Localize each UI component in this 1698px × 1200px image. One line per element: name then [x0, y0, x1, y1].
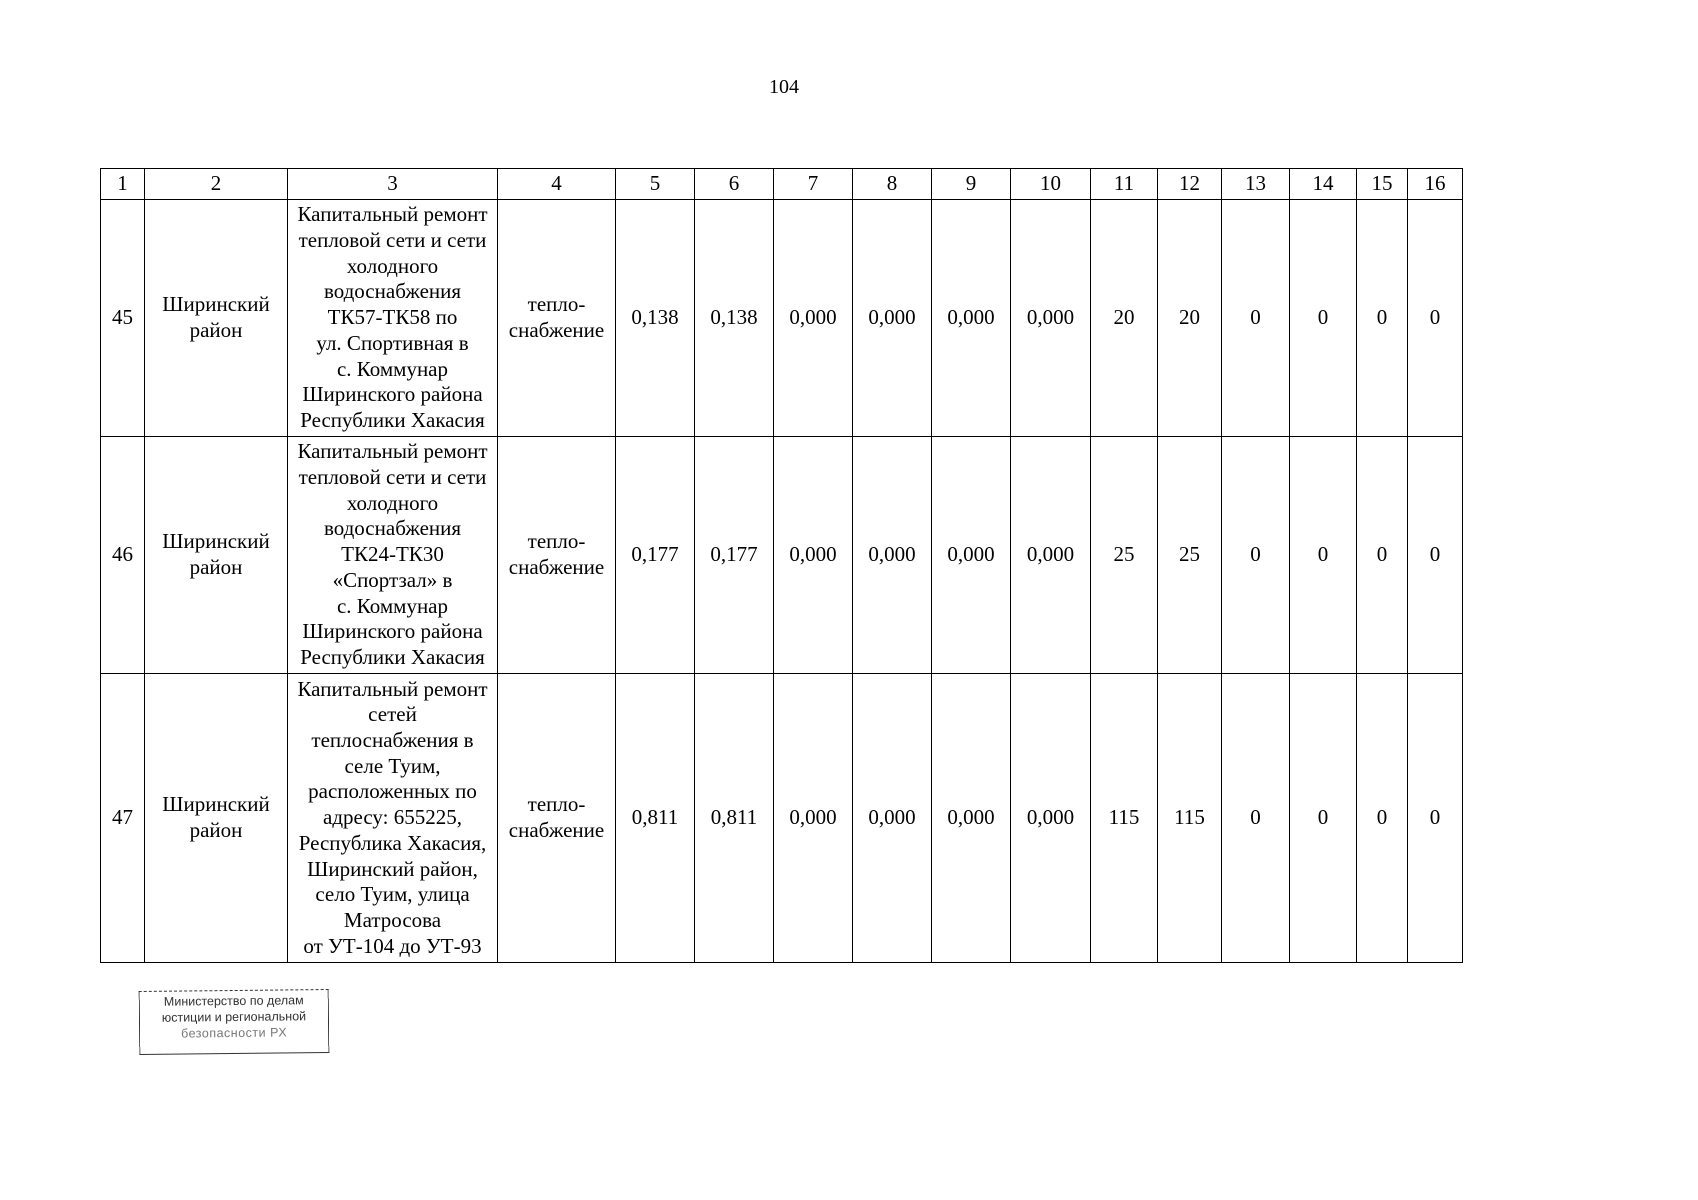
- value-cell: 0,000: [774, 674, 853, 963]
- description-text: Капитальный ремонт сетей теплоснабжения в селе Туим, расположенных по адресу: 655225, Республика Хакасия, Ширинский район, село Туим, улица Матросова от УТ-104 до УТ-93: [297, 676, 488, 958]
- column-header: 1: [101, 169, 145, 200]
- value-cell: 0: [1408, 200, 1463, 437]
- value-cell: 115: [1091, 674, 1158, 963]
- category-text: тепло- снабжение: [508, 529, 605, 579]
- value-cell: 0,000: [932, 437, 1011, 674]
- value-cell: 0,138: [616, 200, 695, 437]
- column-header: 3: [288, 169, 498, 200]
- value-cell: 25: [1158, 437, 1222, 674]
- value-cell: 0,000: [853, 674, 932, 963]
- description-text: Капитальный ремонт тепловой сети и сети холодного водоснабжения ТК57-ТК58 по ул. Спортивная в с. Коммунар Ширинского района Республики Хакасия: [297, 202, 488, 432]
- district-cell: [145, 437, 288, 674]
- value-cell: 0,811: [695, 674, 774, 963]
- value-cell: 0,138: [695, 200, 774, 437]
- column-header: 12: [1158, 169, 1222, 200]
- category-cell: [498, 674, 616, 963]
- page-number: 104: [769, 76, 799, 98]
- value-cell: 0,000: [932, 674, 1011, 963]
- column-header: 2: [145, 169, 288, 200]
- table-row: [101, 674, 1463, 963]
- category-cell: [498, 437, 616, 674]
- category-text: тепло- снабжение: [508, 292, 605, 342]
- column-header: 4: [498, 169, 616, 200]
- category-cell: [498, 200, 616, 437]
- column-header: 16: [1408, 169, 1463, 200]
- description-cell: [288, 200, 498, 437]
- description-cell: [288, 437, 498, 674]
- value-cell: 0,177: [695, 437, 774, 674]
- value-cell: 0,811: [616, 674, 695, 963]
- value-cell: 25: [1091, 437, 1158, 674]
- column-header: 11: [1091, 169, 1158, 200]
- row-number-cell: 46: [101, 437, 145, 674]
- district-text: Ширинский район: [162, 792, 270, 842]
- value-cell: 20: [1158, 200, 1222, 437]
- column-header: 9: [932, 169, 1011, 200]
- column-header: 13: [1222, 169, 1290, 200]
- column-header: 6: [695, 169, 774, 200]
- value-cell: 0: [1408, 437, 1463, 674]
- value-cell: 0: [1222, 674, 1290, 963]
- value-cell: 0: [1357, 437, 1408, 674]
- value-cell: 0: [1290, 437, 1357, 674]
- value-cell: 0,177: [616, 437, 695, 674]
- category-text: тепло- снабжение: [508, 792, 605, 842]
- row-number-cell: 45: [101, 200, 145, 437]
- column-header: 14: [1290, 169, 1357, 200]
- value-cell: 0: [1222, 437, 1290, 674]
- value-cell: 0: [1290, 200, 1357, 437]
- value-cell: 0: [1290, 674, 1357, 963]
- column-header: 15: [1357, 169, 1408, 200]
- value-cell: 20: [1091, 200, 1158, 437]
- ministry-stamp: [139, 989, 330, 1055]
- table-header-row: [101, 169, 1463, 200]
- district-cell: [145, 200, 288, 437]
- column-header: 7: [774, 169, 853, 200]
- value-cell: 0: [1357, 674, 1408, 963]
- table-row: [101, 437, 1463, 674]
- value-cell: 0: [1357, 200, 1408, 437]
- district-text: Ширинский район: [162, 292, 270, 342]
- value-cell: 0: [1408, 674, 1463, 963]
- district-text: Ширинский район: [162, 529, 270, 579]
- value-cell: 0: [1222, 200, 1290, 437]
- description-text: Капитальный ремонт тепловой сети и сети холодного водоснабжения ТК24-ТК30 «Спортзал» в с. Коммунар Ширинского района Республики Хакасия: [297, 439, 488, 669]
- value-cell: 0,000: [853, 437, 932, 674]
- value-cell: 0,000: [1011, 674, 1091, 963]
- district-cell: [145, 674, 288, 963]
- value-cell: 0,000: [932, 200, 1011, 437]
- row-number-cell: 47: [101, 674, 145, 963]
- column-header: 8: [853, 169, 932, 200]
- value-cell: 0,000: [774, 437, 853, 674]
- value-cell: 0,000: [774, 200, 853, 437]
- value-cell: 0,000: [853, 200, 932, 437]
- column-header: 10: [1011, 169, 1091, 200]
- description-cell: [288, 674, 498, 963]
- data-table: [100, 168, 1463, 963]
- column-header: 5: [616, 169, 695, 200]
- stamp-line: юстиции и региональной: [161, 1009, 307, 1025]
- table-row: [101, 200, 1463, 437]
- stamp-line: Министерство по делам: [163, 993, 304, 1009]
- stamp-line: безопасности РХ: [180, 1025, 288, 1041]
- value-cell: 0,000: [1011, 437, 1091, 674]
- value-cell: 115: [1158, 674, 1222, 963]
- value-cell: 0,000: [1011, 200, 1091, 437]
